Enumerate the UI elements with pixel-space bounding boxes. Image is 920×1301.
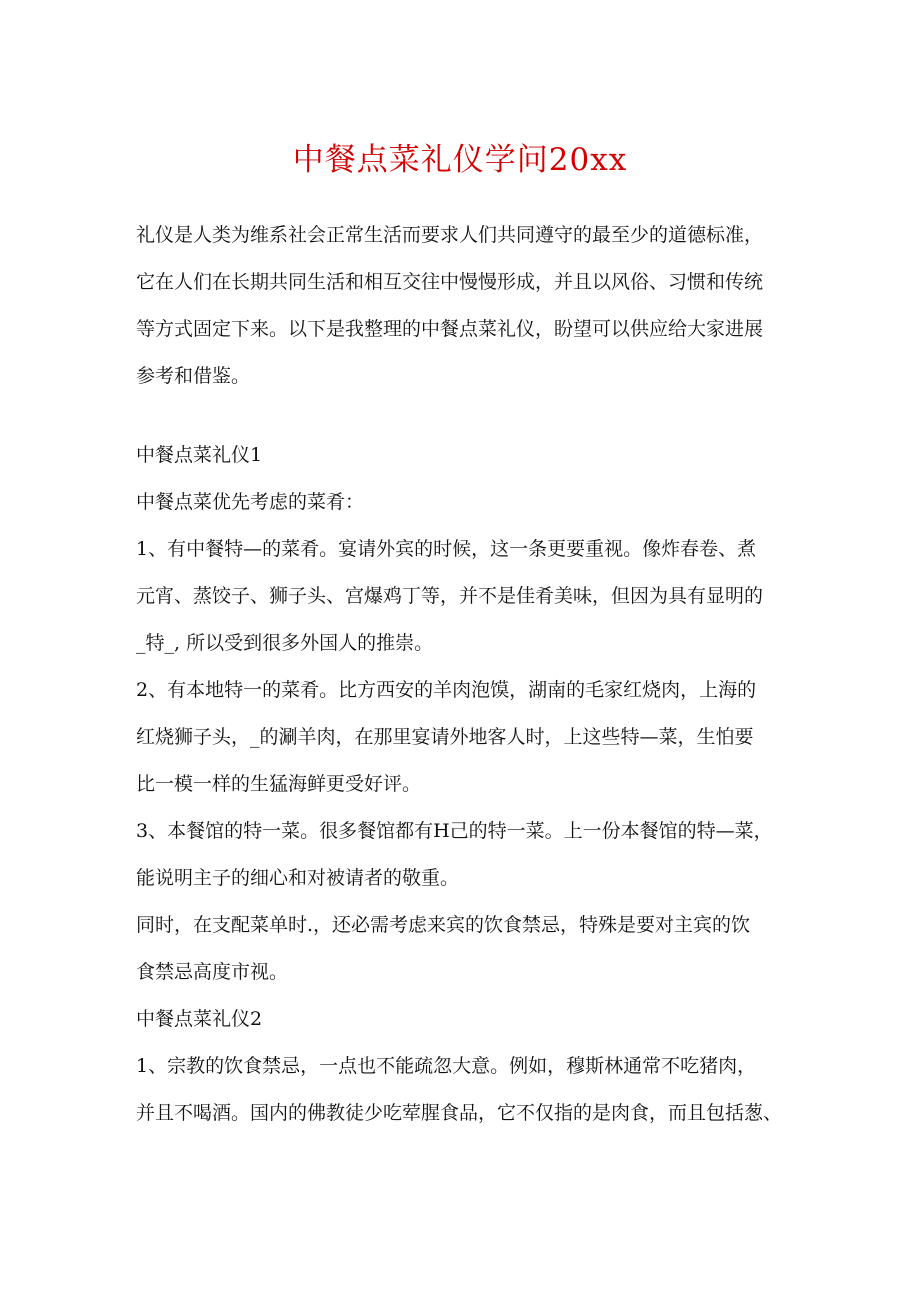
text-line: 比一模一样的生猛海鲜更受好评。 xyxy=(136,773,422,795)
text-line: 食禁忌高度市视。 xyxy=(136,961,289,983)
text-line: 2、有本地特一的菜肴。比方西安的羊肉泡馍，湖南的毛家红烧肉，上海的 xyxy=(136,679,757,701)
section1-item2 xyxy=(136,667,792,808)
text-line: 3、本餐馆的特一菜。很多餐馆都有H己的特一菜。上一份本餐馆的特—菜， xyxy=(136,820,773,842)
section2-item1 xyxy=(136,1043,792,1137)
text-line: 它在人们在长期共同生活和相互交往中慢慢形成，并且以风俗、习惯和传统 xyxy=(136,271,764,293)
text-line: 能说明主子的细心和对被请者的敬重。 xyxy=(136,867,460,889)
text-line: 等方式固定下来。以下是我整理的中餐点菜礼仪，盼望可以供应给大家进展 xyxy=(136,318,764,340)
text-line: 礼仪是人类为维系社会正常生活而要求人们共同遵守的最至少的道德标准， xyxy=(136,224,764,246)
document-title: 中餐点菜礼仪学问20xx xyxy=(292,142,628,178)
section-subheading: 中餐点菜优先考虑的菜肴： xyxy=(136,491,365,513)
text-line: 并且不喝酒。国内的佛教徒少吃荤腥食品，它不仅指的是肉食，而且包括葱、 xyxy=(136,1102,783,1124)
intro-paragraph xyxy=(136,212,792,400)
text-line: _特_, 所以受到很多外国人的推崇。 xyxy=(136,632,434,654)
spacer xyxy=(136,400,792,432)
section2-heading xyxy=(136,996,792,1043)
section1-note xyxy=(136,902,792,996)
section-heading: 中餐点菜礼仪2 xyxy=(136,1008,263,1030)
text-line: 1、宗教的饮食禁忌，一点也不能疏忽大意。例如，穆斯林通常不吃猪肉， xyxy=(136,1055,757,1077)
section-heading: 中餐点菜礼仪1 xyxy=(136,444,263,466)
section1-item1 xyxy=(136,526,792,667)
text-line: 元宵、蒸饺子、狮子头、宫爆鸡丁等，并不是佳肴美味，但因为具有显明的 xyxy=(136,585,764,607)
document-body xyxy=(136,212,792,1137)
section1-item3 xyxy=(136,808,792,902)
text-line: 同时，在支配菜单时.，还必需考虑来宾的饮食禁忌，特殊是要对主宾的饮 xyxy=(136,914,751,936)
text-line: 红烧狮子头，_的涮羊肉，在那里宴请外地客人时，上这些特—菜，生怕要 xyxy=(136,726,754,748)
text-line: 1、有中餐特—的菜肴。宴请外宾的时候，这一条更要重视。像炸春卷、煮 xyxy=(136,538,757,560)
text-line: 参考和借鉴。 xyxy=(136,365,251,387)
section1-subheading xyxy=(136,479,792,526)
section1-heading xyxy=(136,432,792,479)
